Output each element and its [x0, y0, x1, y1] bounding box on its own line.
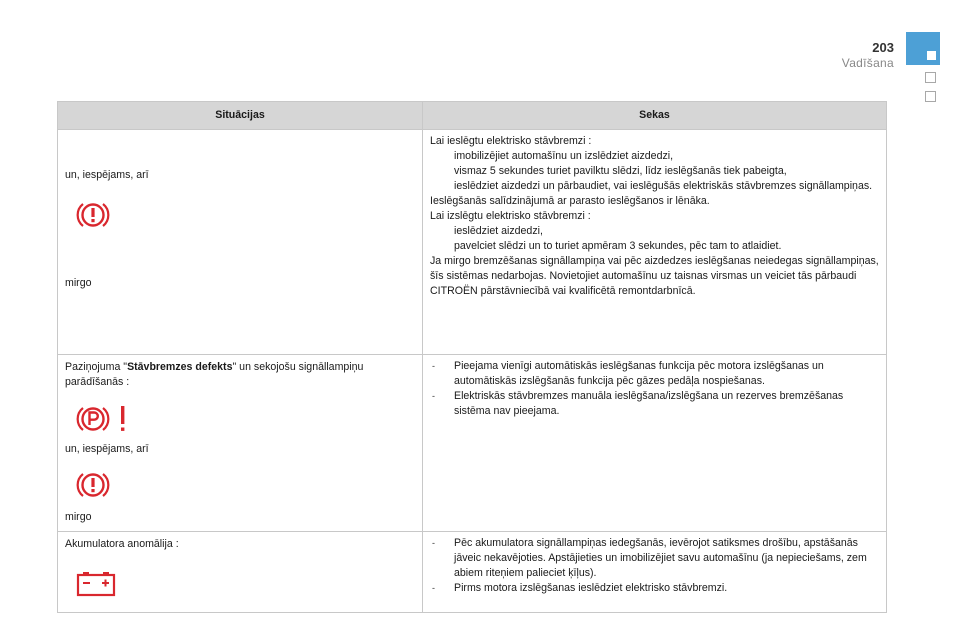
message-name: Stāvbremzes defekts [127, 361, 233, 373]
chapter-tab[interactable] [925, 72, 936, 83]
list-item: - Pieejama vienīgi automātiskās ieslēgšanas funkcija pēc motora izslēgšanas un automātiskās izslēgšanās funkcija pēc gāzes pedāļa nospiešanas. [432, 360, 824, 387]
situation-text: Akumulatora anomālija : [65, 538, 179, 550]
dash-marker: - [432, 391, 435, 401]
situation-cell [58, 355, 423, 532]
square-icon [927, 51, 936, 60]
action-cell [423, 130, 887, 355]
table-row [58, 355, 887, 532]
situation-cell [58, 130, 423, 355]
situation-text: un, iespējams, arī [65, 443, 149, 455]
bullet-icon [430, 239, 454, 254]
table-row [58, 532, 887, 613]
battery-icon [75, 570, 117, 598]
bullet-icon [430, 149, 454, 164]
situation-text: mirgo [65, 277, 92, 289]
list-item: ieslēdziet aizdedzi, [430, 224, 880, 239]
action-cell [423, 355, 887, 532]
brake-warning-icon [76, 198, 110, 232]
list-item: ieslēdziet aizdedzi un pārbaudiet, vai ieslēgušās elektriskās stāvbremzes signāllampiņas. [430, 179, 880, 194]
list-item: - Pirms motora izslēgšanas ieslēdziet elektrisko stāvbremzi. [432, 582, 728, 594]
column-header-actions: Sekas [423, 102, 887, 130]
situation-cell [58, 532, 423, 613]
situation-text: un, iespējams, arī [65, 169, 149, 181]
paragraph: Lai izslēgtu elektrisko stāvbremzi : [430, 210, 591, 222]
list-item: vismaz 5 sekundes turiet pavilktu slēdzi, līdz ieslēgšanās tiek pabeigta, [430, 164, 880, 179]
table-header-row [58, 102, 887, 130]
list-item: - Elektriskās stāvbremzes manuāla ieslēgšana/izslēgšana un rezerves bremzēšanas sistēma nav pieejama. [432, 390, 844, 417]
situation-text: mirgo [65, 511, 92, 523]
list-item: pavelciet slēdzi un to turiet apmēram 3 sekundes, pēc tam to atlaidiet. [430, 239, 880, 254]
parking-brake-fault-icon [76, 402, 142, 436]
paragraph: Lai ieslēgtu elektrisko stāvbremzi : [430, 135, 592, 147]
action-cell [423, 532, 887, 613]
bullet-icon [430, 164, 454, 179]
bullet-icon [430, 179, 454, 194]
table-row [58, 130, 887, 355]
list-item: - Pēc akumulatora signāllampiņas iedegšanās, ievērojot satiksmes drošību, apstāšanās jāveic nekavējoties. Apstājieties un imobilizējiet savu automašīnu (ja nepieciešams, zem abiem riteņiem palieciet ķīļus). [432, 537, 867, 579]
chapter-tab[interactable] [925, 91, 936, 102]
brake-warning-icon [76, 468, 110, 502]
column-header-situations: Situācijas [58, 102, 423, 130]
dash-marker: - [432, 583, 435, 593]
situation-text: Paziņojuma "Stāvbremzes defekts" un sekojošu signāllampiņu parādīšanās : [65, 361, 364, 388]
dash-marker: - [432, 538, 435, 548]
bullet-icon [430, 224, 454, 239]
dash-marker: - [432, 361, 435, 371]
paragraph: Ieslēgšanās salīdzinājumā ar parasto ieslēgšanos ir lēnāka. [430, 195, 710, 207]
chapter-tab-active[interactable] [906, 32, 940, 65]
list-item: imobilizējiet automašīnu un izslēdziet aizdedzi, [430, 149, 880, 164]
paragraph: Ja mirgo bremzēšanas signāllampiņa vai pēc aizdedzes ieslēgšanas neiedegas signāllampiņas, šīs sistēmas nedarbojas. Novietojiet automašīnu uz taisnas virsmas un veiciet tās pārbaudi CITROËN pārstāvniecībā vai kvalificētā remontdarbnīcā. [430, 255, 879, 297]
section-title: Vadīšana [841, 56, 894, 70]
page-number: 203 [872, 40, 894, 55]
situations-table [57, 101, 887, 613]
